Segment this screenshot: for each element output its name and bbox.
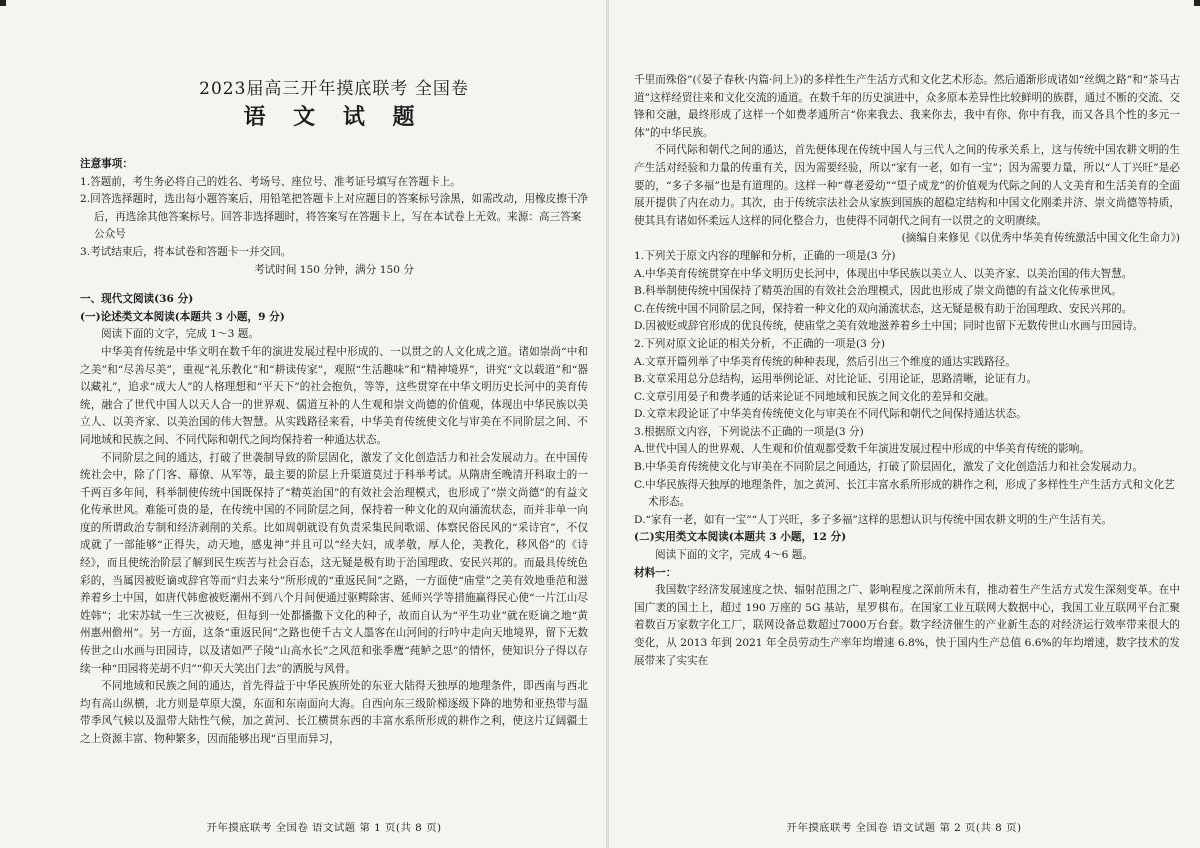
question-option: C.中华民族得天独厚的地理条件，加之黄河、长江丰富水系所形成的耕作之利，形成了多样性生产生活方式和文化艺术形态。 (634, 478, 1175, 509)
question-option: A.中华美育传统贯穿在中华文明历史长河中，体现出中华民族以美立人、以美齐家、以美治国的伟大智慧。 (634, 267, 1133, 280)
material-label: 材料一： (634, 566, 677, 579)
instruction: 阅读下面的文字，完成 1～3 题。 (101, 328, 259, 341)
notice-item: 2.回答选择题时，选出每小题答案后，用铅笔把答题卡上对应题目的答案标号涂黑，如需改动，用橡皮擦干净后，再选涂其他答案标号。回答非选择题时，将答案写在答题卡上，写在本试卷上无效。来源：高三答案公众号 (80, 193, 589, 241)
question-option: B.文章采用总分总结构，运用举例论证、对比论证、引用论证，思路清晰，论证有力。 (634, 373, 1038, 386)
instruction: 阅读下面的文字，完成 4～6 题。 (655, 549, 813, 562)
notice-item: 1.答题前，考生务必将自己的姓名、考场号、座位号、准考证号填写在答题卡上。 (80, 175, 461, 188)
page-footer: 开年摸底联考 全国卷 语文试题 第 1 页(共 8 页) (206, 822, 442, 834)
notice-heading: 注意事项： (80, 158, 133, 170)
question-option: C.文章引用晏子和费孝通的话来论证不同地域和民族之间文化的差异和交融。 (634, 390, 995, 403)
question-option: D.文章末段论证了中华美育传统使文化与审美在不同代际和朝代之间保持通达状态。 (634, 408, 1027, 421)
notice-item: 3.考试结束后，将本试卷和答题卡一并交回。 (80, 245, 292, 258)
question-option: C.在传统中国不同阶层之间，保持着一种文化的双向涌流状态，这无疑是极有助于治国理政、安民兴邦的。 (634, 302, 1133, 315)
question-option: A.文章开篇列举了中华美育传统的种种表现，然后引出三个维度的通达实践路径。 (634, 355, 1016, 368)
exam-title: 2023届高三开年摸底联考 全国卷 (199, 79, 469, 99)
page-2 (608, 0, 1200, 848)
page-footer: 开年摸底联考 全国卷 语文试题 第 2 页(共 8 页) (786, 822, 1022, 834)
source-citation: (摘编自来修见《以优秀中华美育传统激活中国文化生命力》) (901, 232, 1180, 245)
question-3: 3.根据原文内容，下列说法不正确的一项是(3 分) (634, 425, 864, 438)
passage-paragraph: 不同阶层之间的通达，打破了世袭制导致的阶层固化，激发了文化创造活力和社会发展动力。在中国传统社会中，除了门客、幕僚、从军等，最主要的阶层上升渠道莫过于科举考试。从隋唐至晚清开科取士的一千两百多年间，科举制使传统中国既保持了“精英治国”的有效社会治理模式，也形成了“崇文尚德”的有益文化传承世风。难能可贵的是，在传统中国的不同阶层之间，保持着一种文化的双向涌流状态，而并非单一向度的所谓政治专制和经济剥削的关系。比如周朝就设有负责采集民间歌谣、体察民俗民风的“采诗官”，不仅成就了一部能够“正得失，动天地，感鬼神”并且可以“经夫妇，成孝敬，厚人伦，美教化，移风俗”的《诗经》，而且使统治阶层了解到民生疾苦与社会百态，这无疑是极有助于治国理政、安民兴邦的。而最具传统色彩的，当属因被贬谪或辞官等而“归去来兮”所形成的“重返民间”之路，一方面使“庙堂”之美有效地垂范和滋养着乡土中国，如唐代韩愈被贬潮州不到八个月间便通过驱鳄除害、延师兴学等措施赢得民心使“一片江山尽姓韩”；北宋苏轼一生三次被贬，但每到一处都播撒下文化的种子，故而自认为“平生功业”就在贬谪之地“黄州惠州儋州”。另一方面，这条“重返民间”之路也使千古文人墨客在山河间的行吟中走向天地境界，留下无数传世之山水画与田园诗，以及诸如严子陵“山高水长”之风范和张季鹰“莼鲈之思”的情怀，使知识分子得以存续一种“田园将芜胡不归”“仰天大笑出门去”的洒脱与风骨。 (80, 451, 588, 675)
passage-paragraph: 千里而殊俗”(《晏子春秋·内篇·问上》)的多样性生产生活方式和文化艺术形态。然后通渐形成诸如“丝绸之路”和“茶马古道”这样经贸往来和文化交流的通道。在数千年的历史演进中，众多原本差异性比较鲜明的族群，通过不断的交流、交锋和交融，最终形成了这样一个如费孝通所言“你来我去、我来你去，我中有你、你中有我，而又各具个性的多元一体”的中华民族。 (634, 74, 1180, 139)
question-option: A.世代中国人的世界观、人生观和价值观都受数千年演进发展过程中形成的中华美育传统的影响。 (634, 443, 1090, 456)
question-option: B.科举制使传统中国保持了精英治国的有效社会治理模式，因此也形成了崇文尚德的有益文化传承世风。 (634, 285, 1122, 298)
material-paragraph: 我国数字经济发展速度之快、辐射范围之广、影响程度之深前所未有，推动着生产生活方式发生深刻变革。在中国广袤的国土上，超过 190 万座的 5G 基站，星罗棋布。在国家工业互联网大数据中心，我国工业互联网平台汇聚着数百万家数字化工厂，联网设备总数超过7000万台套。数字经济催生的产业新生态的对经济运行效率带来很大的变化，从 2013 年到 2021 年全员劳动生产率年均增速 6.8%，快于国内生产总值 6.6%的年均增速，数字技术的发展带来了实实在 (634, 584, 1180, 667)
question-1: 1.下列关于原文内容的理解和分析，正确的一项是(3 分) (634, 249, 896, 262)
exam-subject: 语 文 试 题 (243, 104, 425, 130)
subsection-heading: (二)实用类文本阅读(本题共 3 小题，12 分) (634, 531, 847, 544)
exam-time: 考试时间 150 分钟，满分 150 分 (254, 263, 414, 276)
passage-paragraph: 不同代际和朝代之间的通达，首先便体现在传统中国人与三代人之间的传承关系上，这与传统中国农耕文明的生产生活对经验和力量的传重有关，因为需要经验，所以“家有一老，如有一宝”；因为需要力量，所以“人丁兴旺”是必要的，“多子多福”也是有道理的。这样一种“尊老爱幼”“望子成龙”的价值观为代际之间的人文美育和生活美育的全面展开提供了内在动力。其次，由于传统宗法社会从家族到国族的超稳定结构和中国文化刚柔并济、崇文尚德等特质，使其具有诸如怀柔远人这样的同化整合力，也使得不同朝代之间有一以贯之的文明赓续。 (634, 144, 1180, 227)
passage-paragraph: 不同地域和民族之间的通达，首先得益于中华民族所处的东亚大陆得天独厚的地理条件，即西南与西北均有高山纵横，北方则是草原大漠，东面和东南面向大海。自西向东三级阶梯逐级下降的地势和亚热带与温带季风气候以及温带大陆性气候，加之黄河、长江横贯东西的丰富水系所形成的耕作之利，使这片辽阔疆土之上资源丰富、物种繁多，因而能够出现“百里而异习， (80, 680, 588, 745)
section-heading: 一、现代文阅读(36 分) (80, 293, 194, 306)
question-option: D.“家有一老，如有一宝”“人丁兴旺，多子多福”这样的思想认识与传统中国农耕文明的生产生活有关。 (634, 513, 1113, 526)
passage-paragraph: 中华美育传统是中华文明在数千年的演进发展过程中形成的、一以贯之的人文化成之道。诸如崇尚“中和之美”和“尽善尽美”，重视“礼乐教化”和“耕读传家”，观照“生活趣味”和“精神境界”，讲究“文以载道”和“器以藏礼”，追求“成大人”的人格理想和“平天下”的社会抱负，等等，这些贯穿在中华文明历史长河中的美育传统，融合了世代中国人以天人合一的世界观、儒道互补的人生观和崇文尚德的价值观，体现出中华民族以美立人、以美齐家、以美治国的伟大智慧。从实践路径来看，中华美育传统使文化与审美在不同阶层之间、不同地域和民族之间、不同代际和朝代之间均保持着一种通达状态。 (80, 345, 588, 446)
question-option: D.因被贬或辞官形成的优良传统，使庙堂之美有效地滋养着乡土中国；同时也留下无数传世山水画与田园诗。 (634, 320, 1144, 333)
question-2: 2.下列对原文论证的相关分析，不正确的一项是(3 分) (634, 337, 885, 350)
question-option: B.中华美育传统使文化与审美在不同阶层之间通达，打破了阶层固化，激发了文化创造活力和社会发展动力。 (634, 461, 1144, 474)
subsection-heading: (一)论述类文本阅读(本题共 3 小题，9 分) (80, 310, 285, 323)
